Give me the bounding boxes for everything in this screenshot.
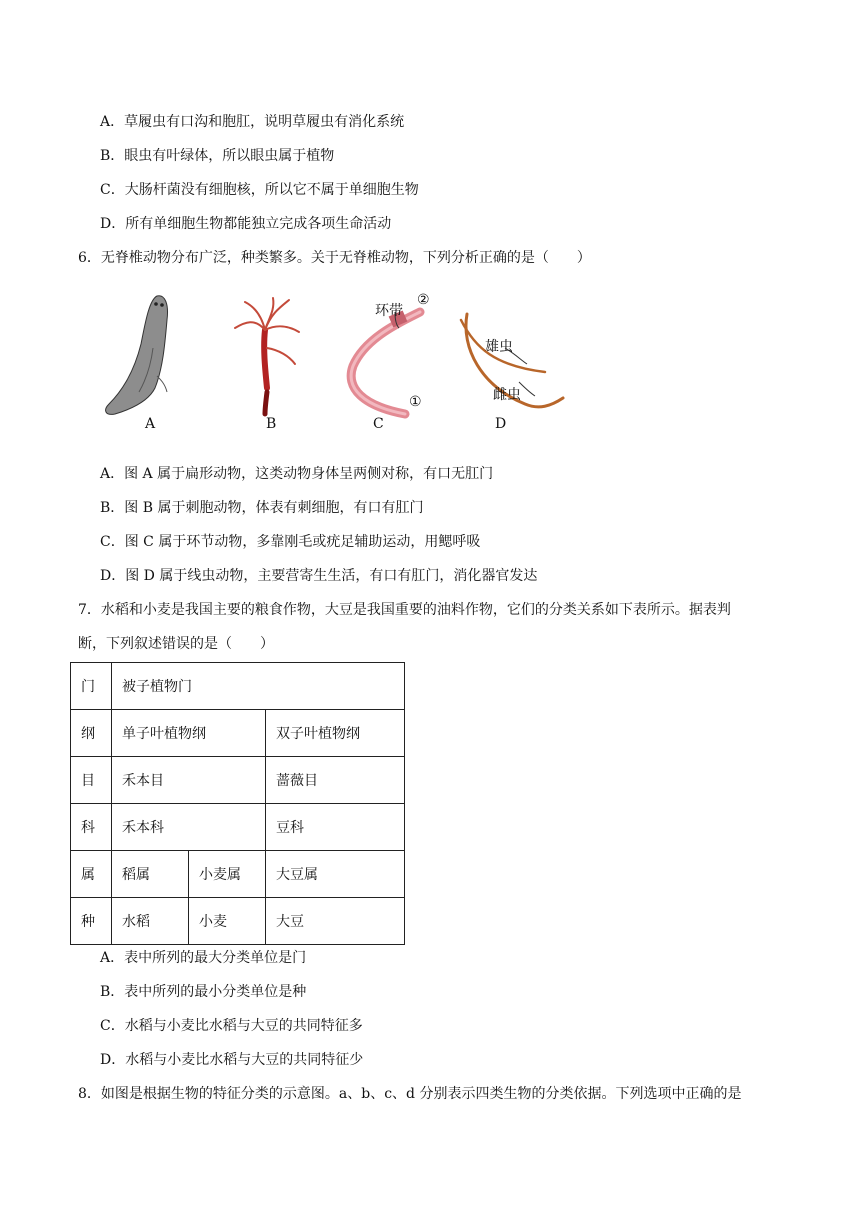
q7-option-a: A．表中所列的最大分类单位是门 bbox=[100, 950, 307, 966]
marker-2-label: ② bbox=[417, 292, 430, 308]
male-worm-label: 雄虫 bbox=[485, 339, 513, 355]
q5-option-d: D．所有单细胞生物都能独立完成各项生命活动 bbox=[100, 216, 392, 232]
rank-cell: 种 bbox=[71, 898, 112, 945]
table-row-genus bbox=[71, 851, 405, 898]
flatworm-drawing bbox=[106, 296, 168, 415]
table-row-species bbox=[71, 898, 405, 945]
taxon-cell: 禾本目 bbox=[112, 757, 266, 804]
q5-option-a: A．草履虫有口沟和胞肛，说明草履虫有消化系统 bbox=[100, 114, 405, 130]
taxon-cell: 小麦 bbox=[189, 898, 266, 945]
taxon-cell: 蔷薇目 bbox=[266, 757, 405, 804]
q6-option-a: A．图 A 属于扁形动物，这类动物身体呈两侧对称，有口无肛门 bbox=[100, 466, 494, 482]
table-row-class bbox=[71, 710, 405, 757]
q6-option-c: C．图 C 属于环节动物，多靠刚毛或疣足辅助运动，用鳃呼吸 bbox=[100, 534, 481, 550]
rank-cell: 目 bbox=[71, 757, 112, 804]
hydra-drawing bbox=[235, 298, 299, 414]
taxon-cell: 水稻 bbox=[112, 898, 189, 945]
q6-option-b: B．图 B 属于刺胞动物，体表有刺细胞，有口有肛门 bbox=[100, 500, 424, 516]
q5-option-c: C．大肠杆菌没有细胞核，所以它不属于单细胞生物 bbox=[100, 182, 419, 198]
taxon-cell: 豆科 bbox=[266, 804, 405, 851]
table-row-phylum bbox=[71, 663, 405, 710]
q7-option-c: C．水稻与小麦比水稻与大豆的共同特征多 bbox=[100, 1018, 363, 1034]
q6-figure bbox=[95, 288, 575, 438]
female-worm-label: 雌虫 bbox=[493, 387, 521, 403]
taxon-cell: 小麦属 bbox=[189, 851, 266, 898]
q6-stem: 6．无脊椎动物分布广泛，种类繁多。关于无脊椎动物，下列分析正确的是（ ） bbox=[78, 250, 591, 266]
q5-option-b: B．眼虫有叶绿体，所以眼虫属于植物 bbox=[100, 148, 335, 164]
taxonomy-table bbox=[70, 662, 405, 945]
rank-cell: 门 bbox=[71, 663, 112, 710]
taxon-cell: 稻属 bbox=[112, 851, 189, 898]
q6-option-d: D．图 D 属于线虫动物，主要营寄生生活，有口有肛门，消化器官发达 bbox=[100, 568, 538, 584]
taxon-cell: 大豆属 bbox=[266, 851, 405, 898]
rank-cell: 纲 bbox=[71, 710, 112, 757]
taxon-cell: 禾本科 bbox=[112, 804, 266, 851]
taxon-cell: 单子叶植物纲 bbox=[112, 710, 266, 757]
q7-option-d: D．水稻与小麦比水稻与大豆的共同特征少 bbox=[100, 1052, 364, 1068]
q7-stem-line1: 7．水稻和小麦是我国主要的粮食作物，大豆是我国重要的油料作物，它们的分类关系如下表所示。据表判 bbox=[78, 602, 731, 618]
q8-stem: 8．如图是根据生物的特征分类的示意图。a、b、c、d 分别表示四类生物的分类依据。下列选项中正确的是 bbox=[78, 1086, 742, 1102]
taxon-cell: 大豆 bbox=[266, 898, 405, 945]
table-row-family bbox=[71, 804, 405, 851]
taxon-cell: 双子叶植物纲 bbox=[266, 710, 405, 757]
figure-label-d: D bbox=[495, 416, 507, 432]
rank-cell: 属 bbox=[71, 851, 112, 898]
taxon-cell: 被子植物门 bbox=[112, 663, 405, 710]
figure-label-c: C bbox=[373, 416, 384, 432]
table-row-order bbox=[71, 757, 405, 804]
q7-option-b: B．表中所列的最小分类单位是种 bbox=[100, 984, 307, 1000]
figure-label-a: A bbox=[145, 416, 156, 432]
figure-label-b: B bbox=[266, 416, 277, 432]
rank-cell: 科 bbox=[71, 804, 112, 851]
ring-label: 环带 bbox=[375, 303, 403, 319]
q7-stem-line2: 断，下列叙述错误的是（ ） bbox=[78, 636, 274, 652]
marker-1-label: ① bbox=[409, 394, 422, 410]
